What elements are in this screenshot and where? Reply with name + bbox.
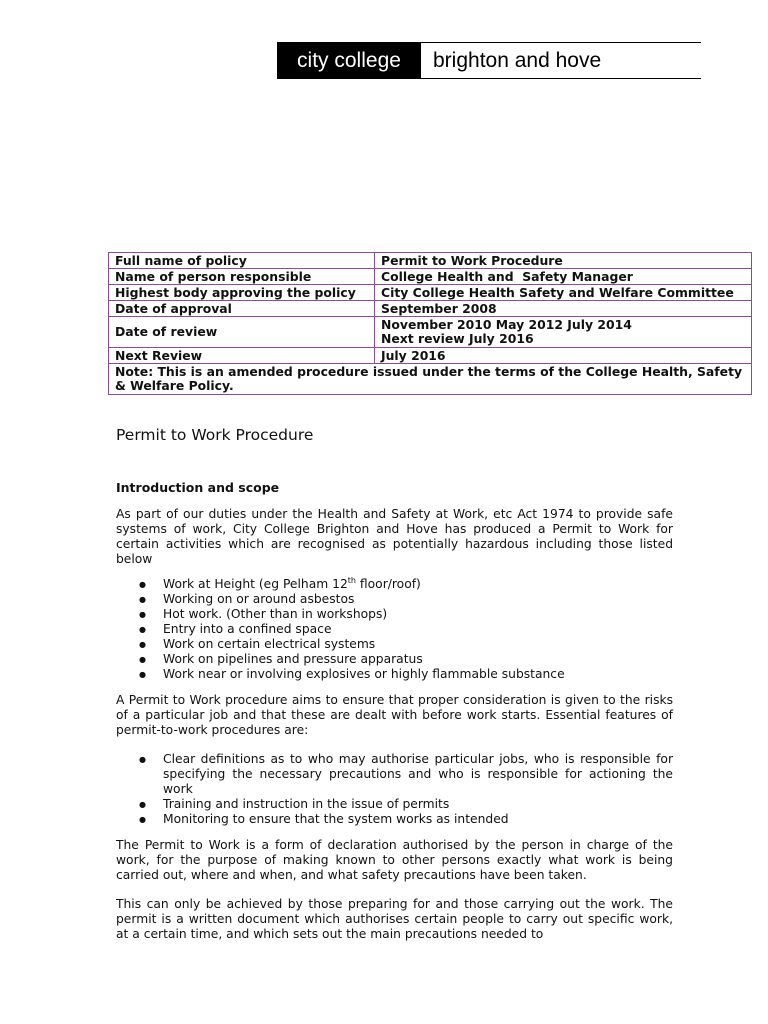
row-label: Date of review (109, 317, 375, 348)
row-label: Name of person responsible (109, 269, 375, 285)
table-row (109, 364, 752, 395)
page-title: Permit to Work Procedure (116, 426, 314, 444)
review-dates: November 2010 May 2012 July 2014 (381, 317, 632, 332)
list-item: ● Training and instruction in the issue of permits (139, 797, 673, 812)
row-value: Permit to Work Procedure (375, 253, 752, 269)
paragraph-intro: As part of our duties under the Health and Safety at Work, etc Act 1974 to provide safe systems of work, City College Brighton and Hove has produced a Permit to Work for certain activities which are recognised as potentially hazardous including those listed below (116, 507, 673, 566)
row-label: Full name of policy (109, 253, 375, 269)
table-row (109, 269, 752, 285)
list-item: ● Work on certain electrical systems (139, 637, 673, 652)
list-item: ● Clear definitions as to who may authorise particular jobs, who is responsible for specifying the necessary precautions and who is responsible for actioning the work (139, 752, 673, 797)
logo-city-college: city college (277, 43, 421, 78)
row-value: September 2008 (375, 301, 752, 317)
amendment-note: Note: This is an amended procedure issued under the terms of the College Health, Safety & Welfare Policy. (109, 364, 752, 395)
row-value: City College Health Safety and Welfare Committee (375, 285, 752, 301)
list-item: ● Working on or around asbestos (139, 592, 673, 607)
row-value: July 2016 (375, 348, 752, 364)
next-review-line: Next review July 2016 (381, 331, 534, 346)
row-value: College Health and Safety Manager (375, 269, 752, 285)
paragraph-achievement: This can only be achieved by those preparing for and those carrying out the work. The permit is a written document which authorises certain people to carry out specific work, at a certain time, and which sets out the main precautions needed to (116, 897, 673, 941)
list-item: ● Monitoring to ensure that the system works as intended (139, 812, 673, 827)
logo-brighton-and-hove: brighton and hove (433, 48, 602, 72)
table-row (109, 285, 752, 301)
list-item: ● Work on pipelines and pressure apparatus (139, 652, 673, 667)
section-heading: Introduction and scope (116, 480, 280, 495)
features-list (139, 752, 673, 827)
list-item: ● Work near or involving explosives or highly flammable substance (139, 667, 673, 682)
row-label: Date of approval (109, 301, 375, 317)
activity-list (139, 577, 673, 682)
college-logo (277, 42, 701, 79)
table-row (109, 317, 752, 348)
paragraph-definition: The Permit to Work is a form of declaration authorised by the person in charge of the work, for the purpose of making known to other persons exactly what work is being carried out, where and when, and what safety precautions have been taken. (116, 838, 673, 882)
row-value (375, 317, 752, 348)
table-row (109, 253, 752, 269)
list-item: ● Work at Height (eg Pelham 12th floor/roof) (139, 577, 673, 592)
policy-info-table (108, 252, 752, 395)
table-row (109, 301, 752, 317)
list-item: ● Hot work. (Other than in workshops) (139, 607, 673, 622)
paragraph-aims: A Permit to Work procedure aims to ensure that proper consideration is given to the risks of a particular job and that these are dealt with before work starts. Essential features of permit-to-work procedures are: (116, 693, 673, 737)
row-label: Highest body approving the policy (109, 285, 375, 301)
list-item: ● Entry into a confined space (139, 622, 673, 637)
row-label: Next Review (109, 348, 375, 364)
table-row (109, 348, 752, 364)
